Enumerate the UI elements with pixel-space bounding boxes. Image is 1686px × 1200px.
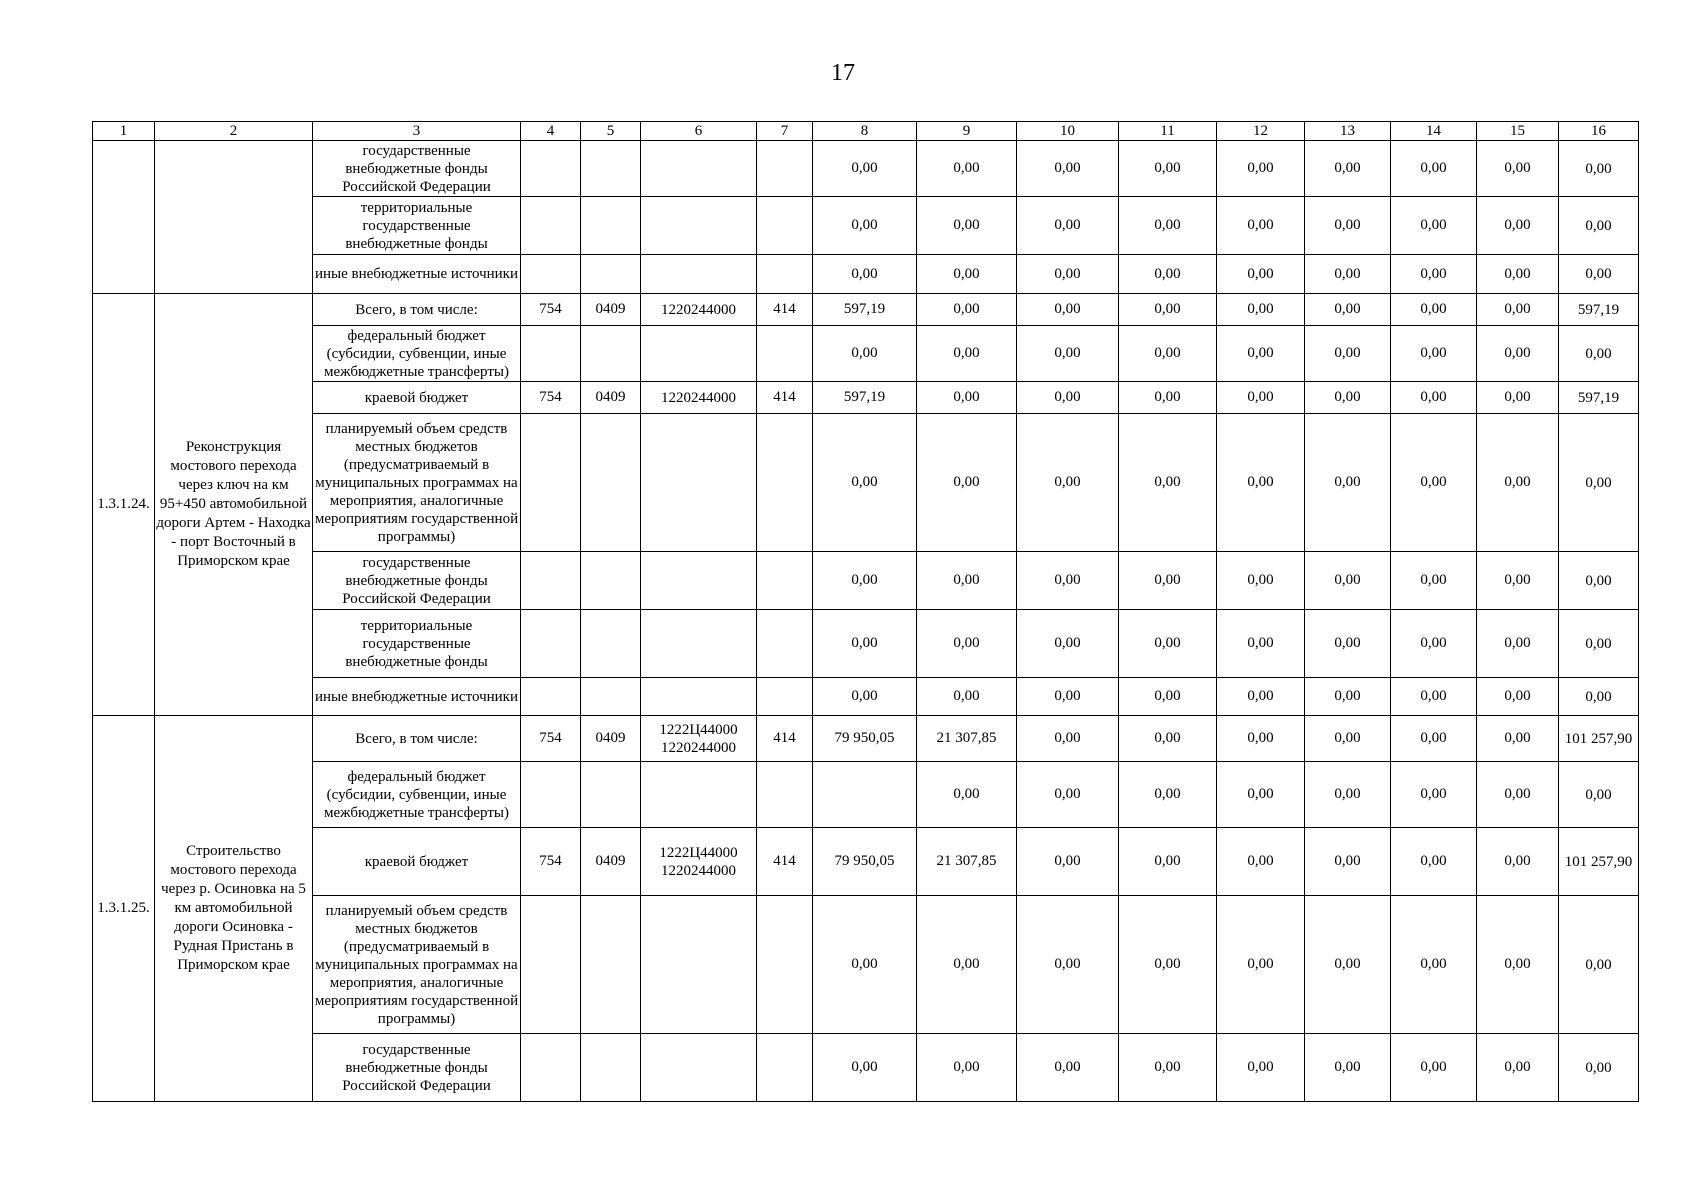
col-6-cell: [641, 414, 757, 552]
funding-source: территориальные государственные внебюджетные фонды: [313, 610, 521, 678]
value-cell: 101 257,90: [1559, 716, 1639, 762]
col-5-cell: [581, 414, 641, 552]
col-5-cell: [581, 326, 641, 382]
col-4-cell: 754: [521, 382, 581, 414]
column-header: 15: [1477, 122, 1559, 141]
funding-source: федеральный бюджет (субсидии, субвенции, иные межбюджетные трансферты): [313, 326, 521, 382]
value-cell: 0,00: [1477, 141, 1559, 197]
value-cell: 0,00: [1305, 896, 1391, 1034]
value-cell: 0,00: [1017, 141, 1119, 197]
table-row: [93, 326, 1639, 382]
value-cell: 0,00: [1217, 828, 1305, 896]
col-4-cell: [521, 255, 581, 294]
col-7-cell: [757, 326, 813, 382]
column-header: 2: [155, 122, 313, 141]
value-cell: 597,19: [813, 294, 917, 326]
value-cell: 0,00: [917, 610, 1017, 678]
table-row: [93, 828, 1639, 896]
col-6-cell: [641, 896, 757, 1034]
value-cell: 0,00: [1217, 896, 1305, 1034]
value-cell: 0,00: [1391, 716, 1477, 762]
funding-source: иные внебюджетные источники: [313, 678, 521, 716]
value-cell: 0,00: [1477, 716, 1559, 762]
value-cell: 0,00: [1391, 610, 1477, 678]
column-header: 11: [1119, 122, 1217, 141]
value-cell: 0,00: [917, 552, 1017, 610]
value-cell: 0,00: [1391, 1034, 1477, 1102]
value-cell: 0,00: [1017, 896, 1119, 1034]
column-header: 12: [1217, 122, 1305, 141]
col-6-cell: 1220244000: [641, 294, 757, 326]
column-header: 13: [1305, 122, 1391, 141]
col-6-cell: [641, 610, 757, 678]
value-cell: 0,00: [1559, 141, 1639, 197]
column-header: 8: [813, 122, 917, 141]
table-row: [93, 896, 1639, 1034]
value-cell: 0,00: [1477, 762, 1559, 828]
value-cell: 0,00: [1119, 1034, 1217, 1102]
col-6-cell: [641, 141, 757, 197]
value-cell: 0,00: [1391, 382, 1477, 414]
column-header: 16: [1559, 122, 1639, 141]
table-row: [93, 716, 1639, 762]
value-cell: 0,00: [1119, 414, 1217, 552]
value-cell: 0,00: [1217, 382, 1305, 414]
value-cell: 0,00: [1477, 896, 1559, 1034]
funding-source: государственные внебюджетные фонды Российской Федерации: [313, 141, 521, 197]
col-5-cell: [581, 678, 641, 716]
funding-source: Всего, в том числе:: [313, 716, 521, 762]
value-cell: 21 307,85: [917, 716, 1017, 762]
value-cell: 0,00: [1119, 896, 1217, 1034]
funding-source: планируемый объем средств местных бюджетов (предусматриваемый в муниципальных программах на мероприятия, аналогичные мероприятиям государственной программы): [313, 896, 521, 1034]
value-cell: 0,00: [1559, 678, 1639, 716]
value-cell: 597,19: [813, 382, 917, 414]
col-4-cell: [521, 678, 581, 716]
col-6-cell: 1222Ц44000 1220244000: [641, 828, 757, 896]
event-name: [155, 141, 313, 294]
event-number: [93, 141, 155, 294]
value-cell: 0,00: [1559, 197, 1639, 255]
value-cell: 0,00: [1119, 382, 1217, 414]
value-cell: 0,00: [917, 255, 1017, 294]
value-cell: 0,00: [1477, 828, 1559, 896]
funding-source: федеральный бюджет (субсидии, субвенции, иные межбюджетные трансферты): [313, 762, 521, 828]
col-7-cell: [757, 255, 813, 294]
value-cell: 0,00: [1559, 414, 1639, 552]
col-5-cell: [581, 552, 641, 610]
col-6-cell: [641, 255, 757, 294]
value-cell: 0,00: [1017, 197, 1119, 255]
value-cell: 0,00: [1017, 326, 1119, 382]
value-cell: 0,00: [1559, 255, 1639, 294]
event-number: 1.3.1.25.: [93, 716, 155, 1102]
value-cell: 597,19: [1559, 294, 1639, 326]
column-header: 3: [313, 122, 521, 141]
col-5-cell: 0409: [581, 382, 641, 414]
col-6-cell: [641, 326, 757, 382]
value-cell: 0,00: [1477, 552, 1559, 610]
value-cell: 0,00: [1391, 762, 1477, 828]
value-cell: 0,00: [1119, 294, 1217, 326]
value-cell: 0,00: [1559, 552, 1639, 610]
col-4-cell: [521, 1034, 581, 1102]
value-cell: 597,19: [1559, 382, 1639, 414]
col-4-cell: [521, 610, 581, 678]
value-cell: 0,00: [1391, 678, 1477, 716]
funding-source: краевой бюджет: [313, 382, 521, 414]
value-cell: 0,00: [1559, 610, 1639, 678]
value-cell: 0,00: [1217, 762, 1305, 828]
column-header: 6: [641, 122, 757, 141]
col-7-cell: [757, 896, 813, 1034]
value-cell: 0,00: [1391, 896, 1477, 1034]
table-row: [93, 141, 1639, 197]
value-cell: 79 950,05: [813, 828, 917, 896]
value-cell: 0,00: [1305, 141, 1391, 197]
value-cell: 0,00: [1391, 326, 1477, 382]
funding-source: краевой бюджет: [313, 828, 521, 896]
value-cell: 0,00: [1017, 1034, 1119, 1102]
col-6-cell: [641, 678, 757, 716]
value-cell: 101 257,90: [1559, 828, 1639, 896]
value-cell: 0,00: [1217, 141, 1305, 197]
value-cell: 0,00: [1217, 610, 1305, 678]
col-5-cell: [581, 896, 641, 1034]
value-cell: 0,00: [1391, 255, 1477, 294]
value-cell: 0,00: [1017, 678, 1119, 716]
col-4-cell: [521, 896, 581, 1034]
value-cell: 0,00: [1391, 414, 1477, 552]
col-5-cell: [581, 255, 641, 294]
value-cell: 0,00: [1559, 896, 1639, 1034]
table-row: [93, 382, 1639, 414]
value-cell: 0,00: [1391, 828, 1477, 896]
value-cell: 0,00: [1477, 414, 1559, 552]
value-cell: 0,00: [1017, 610, 1119, 678]
col-6-cell: [641, 762, 757, 828]
value-cell: 0,00: [1217, 294, 1305, 326]
col-7-cell: 414: [757, 382, 813, 414]
value-cell: 0,00: [1119, 716, 1217, 762]
value-cell: 0,00: [917, 1034, 1017, 1102]
column-header: 5: [581, 122, 641, 141]
value-cell: 0,00: [813, 552, 917, 610]
value-cell: 0,00: [1017, 255, 1119, 294]
column-header: 10: [1017, 122, 1119, 141]
value-cell: 0,00: [1217, 678, 1305, 716]
value-cell: 0,00: [1559, 762, 1639, 828]
column-header: 14: [1391, 122, 1477, 141]
col-7-cell: 414: [757, 716, 813, 762]
col-7-cell: [757, 762, 813, 828]
value-cell: 0,00: [1217, 1034, 1305, 1102]
col-6-cell: [641, 552, 757, 610]
value-cell: 0,00: [1217, 255, 1305, 294]
funding-source: Всего, в том числе:: [313, 294, 521, 326]
value-cell: 0,00: [1305, 326, 1391, 382]
value-cell: 0,00: [1017, 414, 1119, 552]
value-cell: 0,00: [1217, 414, 1305, 552]
col-5-cell: [581, 197, 641, 255]
value-cell: 0,00: [1119, 828, 1217, 896]
value-cell: 0,00: [1305, 1034, 1391, 1102]
value-cell: 0,00: [1119, 552, 1217, 610]
table-row: [93, 762, 1639, 828]
funding-source: территориальные государственные внебюджетные фонды: [313, 197, 521, 255]
value-cell: 0,00: [813, 141, 917, 197]
col-7-cell: [757, 552, 813, 610]
value-cell: 0,00: [1305, 382, 1391, 414]
value-cell: 0,00: [1017, 716, 1119, 762]
value-cell: 0,00: [1305, 716, 1391, 762]
value-cell: 0,00: [1391, 141, 1477, 197]
col-4-cell: [521, 762, 581, 828]
col-5-cell: 0409: [581, 828, 641, 896]
value-cell: 0,00: [1119, 762, 1217, 828]
value-cell: 0,00: [1017, 762, 1119, 828]
column-number-row: [93, 122, 1639, 141]
value-cell: 0,00: [1217, 326, 1305, 382]
value-cell: 0,00: [917, 326, 1017, 382]
value-cell: 0,00: [1477, 610, 1559, 678]
value-cell: 0,00: [917, 197, 1017, 255]
value-cell: 0,00: [917, 141, 1017, 197]
value-cell: 0,00: [1391, 294, 1477, 326]
value-cell: 0,00: [1477, 294, 1559, 326]
col-4-cell: [521, 197, 581, 255]
column-header: 1: [93, 122, 155, 141]
value-cell: 0,00: [1119, 678, 1217, 716]
column-header: 4: [521, 122, 581, 141]
event-name: Строительство мостового перехода через р. Осиновка на 5 км автомобильной дороги Осиновка - Рудная Пристань в Приморском крае: [155, 716, 313, 1102]
table-row: [93, 610, 1639, 678]
value-cell: 0,00: [1305, 828, 1391, 896]
col-5-cell: [581, 762, 641, 828]
value-cell: 0,00: [1119, 326, 1217, 382]
event-name: Реконструкция мостового перехода через ключ на км 95+450 автомобильной дороги Артем - Находка - порт Восточный в Приморском крае: [155, 294, 313, 716]
value-cell: 0,00: [1559, 326, 1639, 382]
page-number: 17: [831, 60, 855, 86]
value-cell: 0,00: [1391, 197, 1477, 255]
value-cell: 0,00: [1477, 197, 1559, 255]
value-cell: 0,00: [1217, 716, 1305, 762]
col-7-cell: 414: [757, 828, 813, 896]
col-4-cell: [521, 326, 581, 382]
table-row: [93, 197, 1639, 255]
col-4-cell: [521, 552, 581, 610]
value-cell: 0,00: [1119, 610, 1217, 678]
table-row: [93, 294, 1639, 326]
value-cell: 0,00: [1477, 678, 1559, 716]
value-cell: 0,00: [917, 762, 1017, 828]
col-4-cell: 754: [521, 716, 581, 762]
value-cell: 0,00: [917, 382, 1017, 414]
col-4-cell: [521, 414, 581, 552]
value-cell: 21 307,85: [917, 828, 1017, 896]
value-cell: 79 950,05: [813, 716, 917, 762]
value-cell: 0,00: [917, 896, 1017, 1034]
col-7-cell: [757, 414, 813, 552]
funding-source: иные внебюджетные источники: [313, 255, 521, 294]
table-row: [93, 552, 1639, 610]
value-cell: 0,00: [1391, 552, 1477, 610]
table-row: [93, 414, 1639, 552]
value-cell: [813, 762, 917, 828]
value-cell: 0,00: [1477, 382, 1559, 414]
value-cell: 0,00: [1017, 294, 1119, 326]
funding-source: планируемый объем средств местных бюджетов (предусматриваемый в муниципальных программах на мероприятия, аналогичные мероприятиям государственной программы): [313, 414, 521, 552]
budget-table: [92, 121, 1639, 1102]
column-header: 9: [917, 122, 1017, 141]
col-5-cell: 0409: [581, 294, 641, 326]
col-6-cell: 1222Ц44000 1220244000: [641, 716, 757, 762]
value-cell: 0,00: [1477, 255, 1559, 294]
col-5-cell: [581, 610, 641, 678]
col-7-cell: 414: [757, 294, 813, 326]
col-5-cell: [581, 141, 641, 197]
value-cell: 0,00: [1559, 1034, 1639, 1102]
col-7-cell: [757, 197, 813, 255]
col-7-cell: [757, 678, 813, 716]
value-cell: 0,00: [1017, 552, 1119, 610]
value-cell: 0,00: [1305, 414, 1391, 552]
funding-source: государственные внебюджетные фонды Российской Федерации: [313, 552, 521, 610]
value-cell: 0,00: [1305, 552, 1391, 610]
value-cell: 0,00: [813, 678, 917, 716]
value-cell: 0,00: [813, 896, 917, 1034]
value-cell: 0,00: [813, 197, 917, 255]
value-cell: 0,00: [1119, 255, 1217, 294]
col-5-cell: 0409: [581, 716, 641, 762]
value-cell: 0,00: [1119, 141, 1217, 197]
event-number: 1.3.1.24.: [93, 294, 155, 716]
col-4-cell: 754: [521, 828, 581, 896]
value-cell: 0,00: [1305, 197, 1391, 255]
value-cell: 0,00: [1305, 294, 1391, 326]
value-cell: 0,00: [1305, 762, 1391, 828]
col-7-cell: [757, 141, 813, 197]
col-6-cell: 1220244000: [641, 382, 757, 414]
value-cell: 0,00: [1017, 828, 1119, 896]
value-cell: 0,00: [813, 414, 917, 552]
value-cell: 0,00: [813, 326, 917, 382]
value-cell: 0,00: [1119, 197, 1217, 255]
col-7-cell: [757, 610, 813, 678]
col-4-cell: [521, 141, 581, 197]
col-6-cell: [641, 1034, 757, 1102]
table-row: [93, 1034, 1639, 1102]
value-cell: 0,00: [813, 610, 917, 678]
col-6-cell: [641, 197, 757, 255]
table-row: [93, 678, 1639, 716]
value-cell: 0,00: [1305, 678, 1391, 716]
col-4-cell: 754: [521, 294, 581, 326]
value-cell: 0,00: [917, 678, 1017, 716]
value-cell: 0,00: [917, 294, 1017, 326]
funding-source: государственные внебюджетные фонды Российской Федерации: [313, 1034, 521, 1102]
value-cell: 0,00: [1477, 1034, 1559, 1102]
value-cell: 0,00: [813, 1034, 917, 1102]
value-cell: 0,00: [813, 255, 917, 294]
value-cell: 0,00: [1217, 197, 1305, 255]
column-header: 7: [757, 122, 813, 141]
value-cell: 0,00: [1305, 255, 1391, 294]
col-5-cell: [581, 1034, 641, 1102]
value-cell: 0,00: [917, 414, 1017, 552]
value-cell: 0,00: [1017, 382, 1119, 414]
col-7-cell: [757, 1034, 813, 1102]
value-cell: 0,00: [1217, 552, 1305, 610]
value-cell: 0,00: [1305, 610, 1391, 678]
value-cell: 0,00: [1477, 326, 1559, 382]
table-row: [93, 255, 1639, 294]
